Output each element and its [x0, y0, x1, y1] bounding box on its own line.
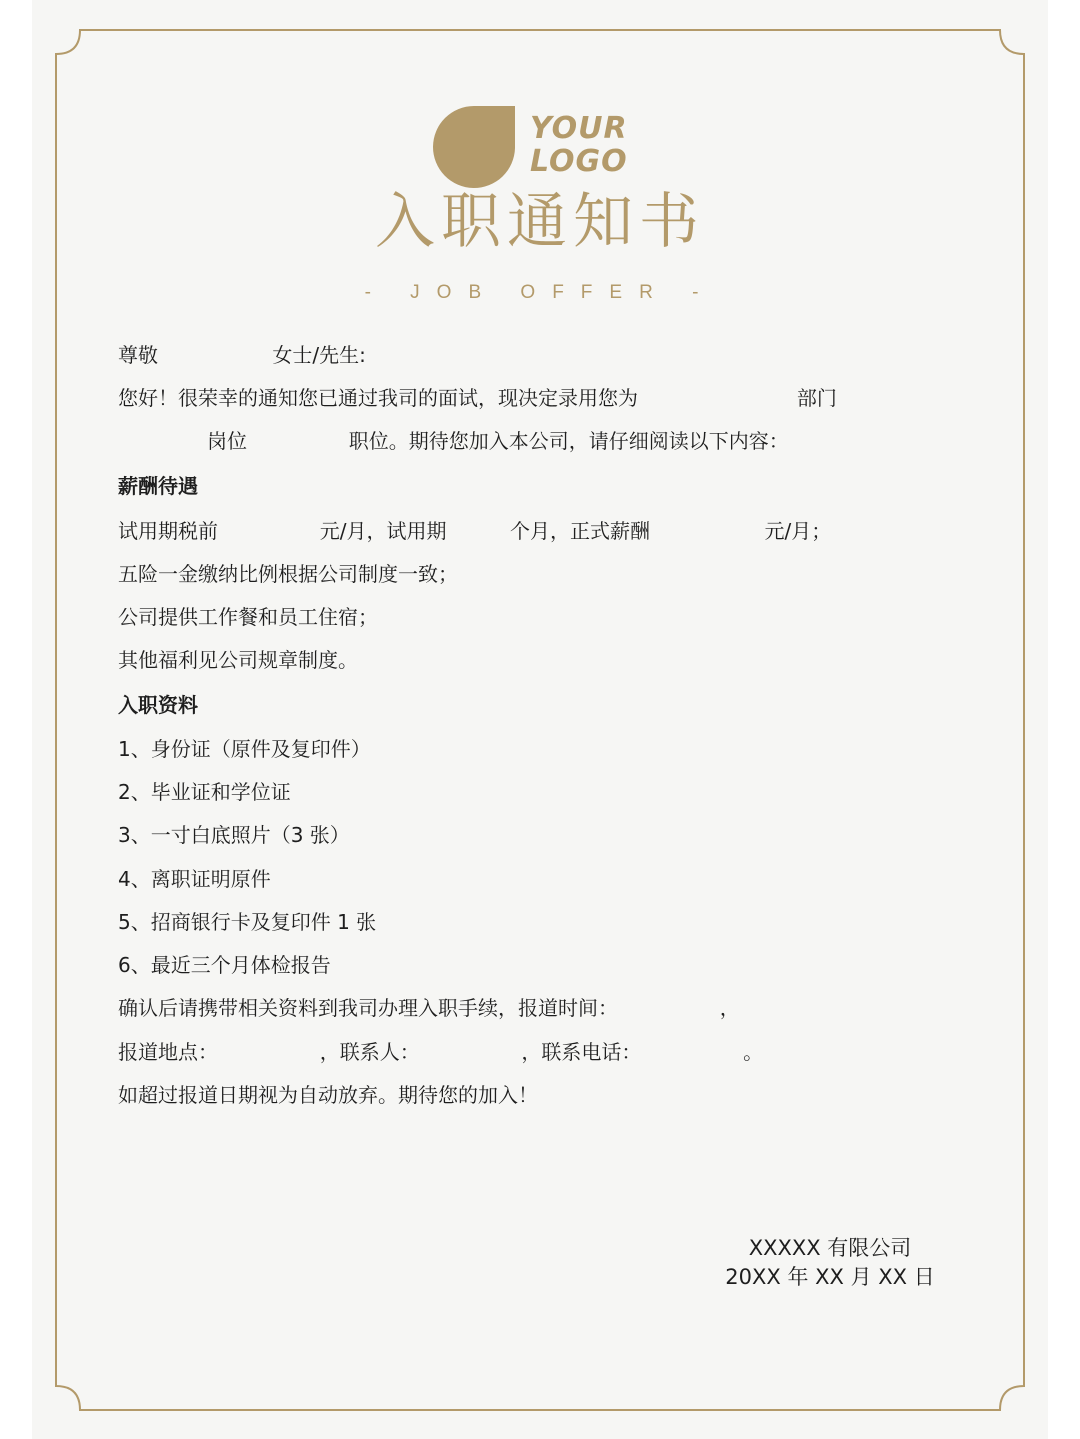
salary-heading: 薪酬待遇 [118, 474, 198, 498]
greeting: 尊敬 女士/先生: [118, 343, 366, 367]
closing-line: 如超过报道日期视为自动放弃。期待您的加入！ [118, 1083, 538, 1107]
logo-text-line1: YOUR [530, 111, 628, 146]
intro-line-2: 岗位 职位。期待您加入本公司，请仔细阅读以下内容： [118, 429, 789, 453]
closing-line: 报道地点： ，联系人： ，联系电话： 。 [118, 1040, 764, 1064]
documents-heading: 入职资料 [118, 693, 198, 717]
salary-line: 其他福利见公司规章制度。 [118, 648, 358, 672]
logo-text [530, 112, 628, 178]
salary-line: 五险一金缴纳比例根据公司制度一致； [118, 562, 458, 586]
documents-item: 4、离职证明原件 [118, 867, 271, 891]
document-title: 入职通知书 [375, 187, 705, 257]
documents-item: 1、身份证（原件及复印件） [118, 737, 371, 761]
intro-line-1: 您好！很荣幸的通知您已通过我司的面试，现决定录用您为 部门 [118, 386, 837, 410]
logo-text-line2: LOGO [530, 144, 628, 179]
document-subtitle: - JOB OFFER - [364, 282, 716, 303]
company-signature: XXXXX 有限公司 [748, 1236, 912, 1260]
salary-line: 试用期税前 元/月，试用期 个月，正式薪酬 元/月； [118, 519, 832, 543]
documents-item: 2、毕业证和学位证 [118, 780, 291, 804]
documents-item: 5、招商银行卡及复印件 1 张 [118, 910, 377, 934]
documents-item: 6、最近三个月体检报告 [118, 953, 331, 977]
salary-line: 公司提供工作餐和员工住宿； [118, 605, 378, 629]
signature-date: 20XX 年 XX 月 XX 日 [725, 1265, 935, 1289]
documents-item: 3、一寸白底照片（3 张） [118, 823, 350, 847]
closing-line: 确认后请携带相关资料到我司办理入职手续，报道时间： ， [118, 996, 740, 1020]
